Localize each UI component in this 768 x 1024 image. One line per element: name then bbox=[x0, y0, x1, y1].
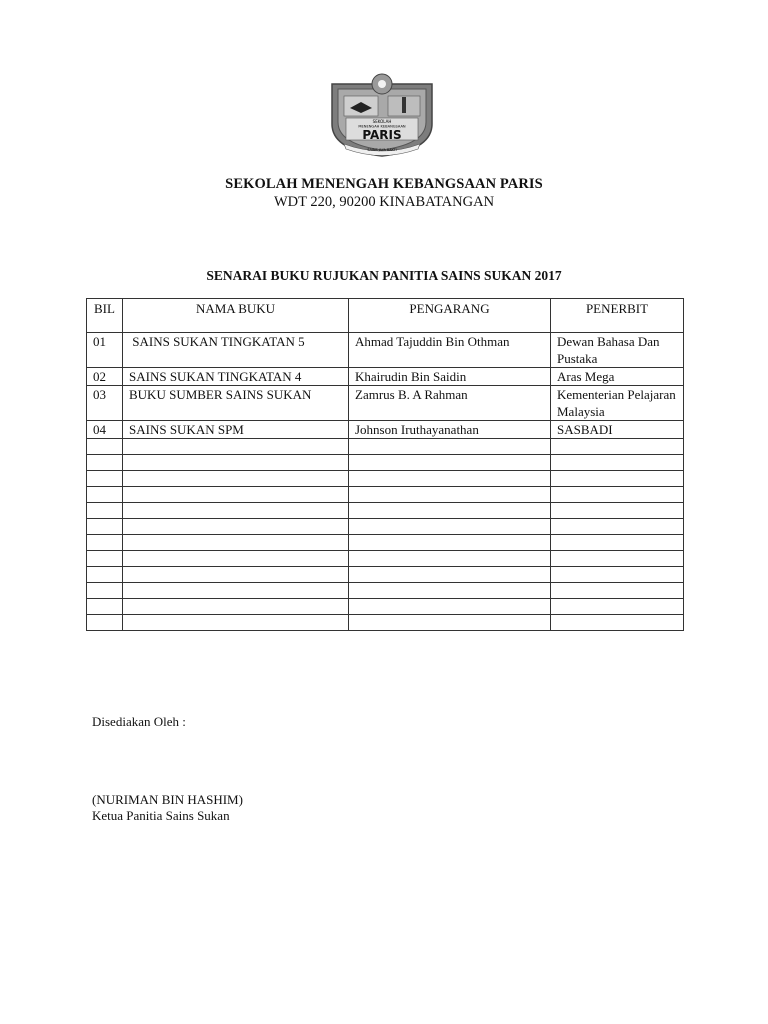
empty-cell bbox=[87, 535, 123, 551]
empty-table-row bbox=[87, 487, 684, 503]
empty-cell bbox=[551, 503, 684, 519]
empty-cell bbox=[123, 535, 349, 551]
empty-cell bbox=[87, 503, 123, 519]
cell-bil: 02 bbox=[87, 368, 123, 386]
empty-cell bbox=[87, 599, 123, 615]
empty-cell bbox=[349, 535, 551, 551]
signatory-role: Ketua Panitia Sains Sukan bbox=[92, 808, 230, 823]
empty-cell bbox=[349, 439, 551, 455]
empty-cell bbox=[123, 487, 349, 503]
empty-table-row bbox=[87, 519, 684, 535]
empty-cell bbox=[551, 455, 684, 471]
empty-cell bbox=[551, 471, 684, 487]
empty-cell bbox=[123, 471, 349, 487]
cell-penerbit: SASBADI bbox=[551, 421, 684, 439]
empty-cell bbox=[551, 599, 684, 615]
empty-cell bbox=[87, 455, 123, 471]
empty-cell bbox=[551, 615, 684, 631]
empty-cell bbox=[123, 551, 349, 567]
cell-pengarang: Khairudin Bin Saidin bbox=[349, 368, 551, 386]
empty-cell bbox=[349, 599, 551, 615]
empty-cell bbox=[87, 583, 123, 599]
table-row bbox=[87, 421, 684, 439]
empty-cell bbox=[123, 439, 349, 455]
empty-cell bbox=[551, 439, 684, 455]
empty-cell bbox=[551, 551, 684, 567]
empty-cell bbox=[87, 567, 123, 583]
empty-cell bbox=[349, 615, 551, 631]
reference-books-table bbox=[86, 298, 684, 631]
document-title: SENARAI BUKU RUJUKAN PANITIA SAINS SUKAN 2017 bbox=[206, 268, 562, 283]
empty-cell bbox=[87, 439, 123, 455]
empty-table-row bbox=[87, 439, 684, 455]
header-pengarang: PENGARANG bbox=[349, 299, 551, 333]
empty-cell bbox=[551, 519, 684, 535]
cell-nama-buku: SAINS SUKAN SPM bbox=[123, 421, 349, 439]
table-header-row bbox=[87, 299, 684, 333]
empty-table-row bbox=[87, 551, 684, 567]
empty-cell bbox=[87, 551, 123, 567]
empty-cell bbox=[123, 519, 349, 535]
empty-cell bbox=[349, 503, 551, 519]
empty-cell bbox=[123, 583, 349, 599]
empty-cell bbox=[87, 487, 123, 503]
logo-text-top: SEKOLAH bbox=[372, 119, 392, 124]
empty-cell bbox=[551, 487, 684, 503]
empty-table-row bbox=[87, 583, 684, 599]
empty-cell bbox=[551, 567, 684, 583]
empty-cell bbox=[349, 567, 551, 583]
logo-text-sub: MENENGAH KEBANGSAAN bbox=[358, 124, 406, 129]
empty-cell bbox=[551, 535, 684, 551]
cell-nama-buku: SAINS SUKAN TINGKATAN 5 bbox=[123, 333, 349, 368]
header-nama-buku: NAMA BUKU bbox=[123, 299, 349, 333]
cell-nama-buku: SAINS SUKAN TINGKATAN 4 bbox=[123, 368, 349, 386]
signatory-name: (NURIMAN BIN HASHIM) bbox=[92, 792, 243, 807]
header-bil: BIL bbox=[87, 299, 123, 333]
cell-pengarang: Zamrus B. A Rahman bbox=[349, 386, 551, 421]
empty-cell bbox=[551, 583, 684, 599]
school-name: SEKOLAH MENENGAH KEBANGSAAN PARIS bbox=[225, 176, 543, 192]
empty-cell bbox=[123, 567, 349, 583]
empty-cell bbox=[349, 487, 551, 503]
empty-cell bbox=[349, 519, 551, 535]
empty-cell bbox=[123, 615, 349, 631]
empty-cell bbox=[87, 519, 123, 535]
empty-table-row bbox=[87, 567, 684, 583]
cell-penerbit: Kementerian Pelajaran Malaysia bbox=[551, 386, 684, 421]
empty-table-row bbox=[87, 503, 684, 519]
empty-cell bbox=[87, 471, 123, 487]
empty-table-row bbox=[87, 599, 684, 615]
empty-cell bbox=[349, 471, 551, 487]
cell-penerbit: Aras Mega bbox=[551, 368, 684, 386]
empty-table-row bbox=[87, 535, 684, 551]
prepared-by-label: Disediakan Oleh : bbox=[92, 714, 186, 729]
empty-table-row bbox=[87, 615, 684, 631]
table-row bbox=[87, 368, 684, 386]
cell-nama-buku: BUKU SUMBER SAINS SUKAN bbox=[123, 386, 349, 421]
empty-cell bbox=[87, 615, 123, 631]
table-row bbox=[87, 386, 684, 421]
empty-cell bbox=[349, 551, 551, 567]
empty-cell bbox=[349, 583, 551, 599]
empty-table-row bbox=[87, 471, 684, 487]
empty-cell bbox=[123, 503, 349, 519]
table-row bbox=[87, 333, 684, 368]
cell-pengarang: Ahmad Tajuddin Bin Othman bbox=[349, 333, 551, 368]
cell-bil: 03 bbox=[87, 386, 123, 421]
empty-cell bbox=[123, 455, 349, 471]
cell-bil: 01 bbox=[87, 333, 123, 368]
school-address: WDT 220, 90200 KINABATANGAN bbox=[273, 194, 495, 210]
cell-penerbit: Dewan Bahasa Dan Pustaka bbox=[551, 333, 684, 368]
school-crest-logo bbox=[326, 70, 438, 158]
empty-table-row bbox=[87, 455, 684, 471]
empty-cell bbox=[123, 599, 349, 615]
header-penerbit: PENERBIT bbox=[551, 299, 684, 333]
cell-pengarang: Johnson Iruthayanathan bbox=[349, 421, 551, 439]
logo-text-main: PARIS bbox=[362, 128, 402, 142]
cell-bil: 04 bbox=[87, 421, 123, 439]
logo-motto: SAINS JAYA BAKTI bbox=[367, 148, 397, 152]
empty-cell bbox=[349, 455, 551, 471]
